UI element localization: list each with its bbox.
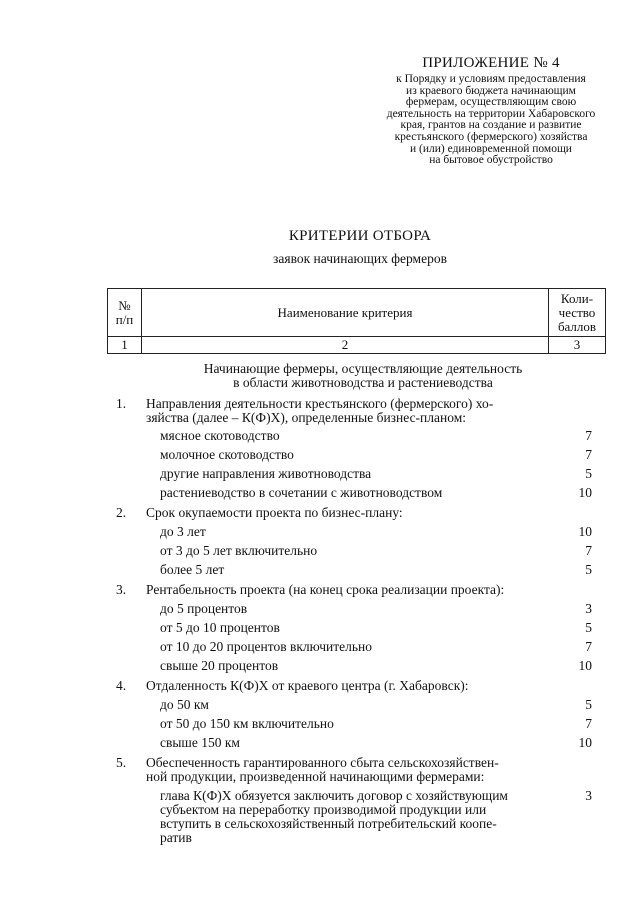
header-score-line: Коли-: [560, 290, 594, 306]
criterion-title-line: Срок окупаемости проекта по бизнес-плану:: [146, 505, 403, 520]
item-score: 7: [585, 447, 592, 462]
appendix-text: [380, 74, 602, 167]
criterion-title-line: Обеспеченность гарантированного сбыта сельскохозяйствен-: [146, 755, 499, 770]
item-score: 5: [585, 562, 592, 577]
criterion-title-line: Направления деятельности крестьянского (фермерского) хо-: [146, 396, 494, 411]
document-title: КРИТЕРИИ ОТБОРА: [288, 228, 432, 244]
header-number-line: п/п: [115, 311, 134, 327]
column-number-row: [108, 337, 606, 354]
criterion-number: 3.: [116, 582, 127, 597]
appendix-line: к Порядку и условиям предоставления: [396, 73, 586, 85]
column-number: 2: [142, 337, 549, 354]
header-name-cell: Наименование критерия: [142, 289, 549, 337]
criterion-number: 5.: [116, 755, 127, 770]
item-label: свыше 150 км: [160, 735, 240, 750]
header-score-cell: [549, 289, 606, 337]
item-score: 7: [585, 716, 592, 731]
criterion-title-line: ной продукции, произведенной начинающими фермерами:: [146, 769, 485, 784]
item-score: 10: [578, 735, 592, 750]
appendix-line: из краевого бюджета начинающим: [406, 84, 576, 97]
section-heading-line: Начинающие фермеры, осуществляющие деятельность: [203, 361, 523, 376]
criterion-title-line: Отдаленность К(Ф)Х от краевого центра (г. Хабаровск):: [146, 678, 469, 693]
item-label: субъектом на переработку производимой продукции или: [160, 802, 487, 817]
header-number-line: №: [118, 297, 131, 313]
column-number: 1: [108, 337, 142, 354]
item-score: 7: [585, 428, 592, 443]
item-score: 5: [585, 466, 592, 481]
item-label: глава К(Ф)Х обязуется заключить договор с хозяйствующим: [160, 788, 508, 803]
item-label: другие направления животноводства: [160, 466, 372, 481]
item-label: до 5 процентов: [160, 601, 248, 616]
item-label: до 50 км: [160, 697, 209, 712]
appendix-line: фермерам, осуществляющим свою: [405, 96, 577, 109]
item-label: от 3 до 5 лет включительно: [160, 543, 318, 558]
column-number: 3: [549, 337, 606, 354]
criterion-title-line: Рентабельность проекта (на конец срока реализации проекта):: [146, 582, 505, 597]
criterion-title-line: зяйства (далее – К(Ф)Х), определенные бизнес-планом:: [146, 410, 467, 425]
header-number-cell: [108, 289, 142, 337]
section-heading-line: в области животноводства и растениеводства: [233, 375, 493, 390]
appendix-line: на бытовое обустройство: [429, 154, 553, 167]
item-score: 3: [585, 788, 592, 803]
item-score: 7: [585, 543, 592, 558]
section-heading: [178, 362, 548, 390]
item-label: свыше 20 процентов: [160, 658, 279, 673]
item-label: от 5 до 10 процентов: [160, 620, 280, 635]
criterion-number: 2.: [116, 505, 127, 520]
criterion-number: 4.: [116, 678, 127, 693]
item-score: 5: [585, 620, 592, 635]
item-label: ратив: [160, 830, 192, 845]
item-score: 10: [578, 485, 592, 500]
criterion-number: 1.: [116, 396, 127, 411]
appendix-title: ПРИЛОЖЕНИЕ № 4: [422, 55, 560, 71]
item-label: мясное скотоводство: [160, 428, 280, 443]
item-score: 3: [585, 601, 592, 616]
item-score: 5: [585, 697, 592, 712]
appendix-line: края, грантов на создание и развитие: [400, 119, 582, 132]
item-score: 7: [585, 639, 592, 654]
item-score: 10: [578, 658, 592, 673]
header-score-line: чество: [558, 304, 596, 320]
item-label: молочное скотоводство: [160, 447, 294, 462]
appendix-line: крестьянского (фермерского) хозяйства: [394, 130, 588, 143]
item-label: вступить в сельскохозяйственный потребительский коопе-: [160, 816, 497, 831]
item-label: растениеводство в сочетании с животноводством: [160, 485, 443, 500]
item-label: до 3 лет: [160, 524, 206, 539]
document-subtitle: заявок начинающих фермеров: [273, 251, 447, 266]
header-score-line: баллов: [557, 318, 597, 334]
item-score: 10: [578, 524, 592, 539]
item-label: более 5 лет: [160, 562, 225, 577]
appendix-line: деятельность на территории Хабаровского: [386, 107, 596, 120]
table-header-row: [108, 289, 606, 337]
appendix-line: и (или) единовременной помощи: [410, 142, 572, 155]
item-label: от 50 до 150 км включительно: [160, 716, 334, 731]
criteria-table-header: [107, 288, 606, 354]
item-label: от 10 до 20 процентов включительно: [160, 639, 372, 654]
